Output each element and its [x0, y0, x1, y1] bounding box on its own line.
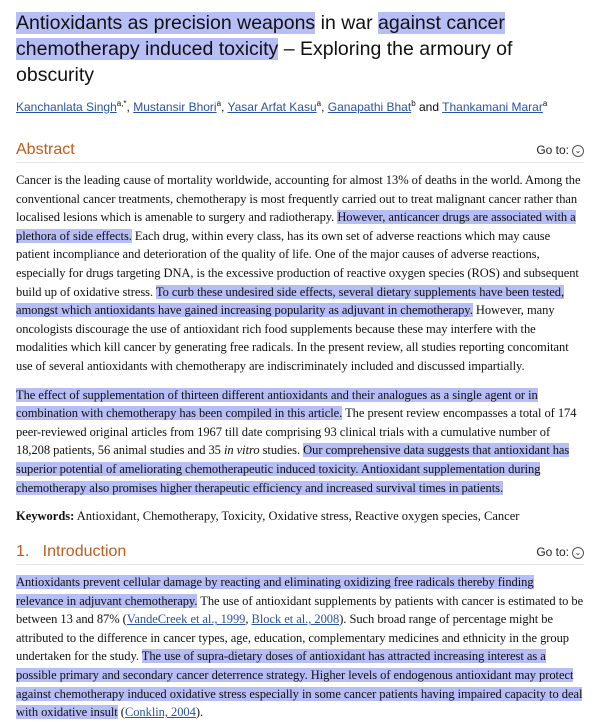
- highlighted-text: To curb these undesired side effects, several dietary supplements have been tested, amongst which antioxidants have gained increasing popularity as adjuvant in chemotherapy.: [16, 284, 565, 318]
- highlighted-text: Our comprehensive data suggests that antioxidant has superior potential of ameliorating chemotherapeutic induced toxicity. Antioxidant supplementation during chemotherapy also promises higher therapeutic efficiency and increased survival times in patients.: [16, 443, 570, 495]
- author-list: Kanchanlata Singh$^{a,*}$, Mustansir Bhori$^a$, Yasar Arfat Kasu$^a$, Ganapathi Bhat$^b$ and Thankamani Marar$^a$: [16, 99, 548, 114]
- abstract-paragraph: The effect of supplementation of thirteen different antioxidants and their analogues as a single agent or in combination with chemotherapy has been compiled in this article. The present review encompasses a total of 174 peer-reviewed original articles from 1967 till date comprising 93 clinical trials with a cumulative number of 18,208 patients, 56 animal studies and 35 in vitro studies. Our comprehensive data suggests that antioxidant has superior potential of ameliorating chemotherapeutic induced toxicity. Antioxidant supplementation during chemotherapy also promises higher therapeutic efficiency and increased survival times in patients.: [16, 387, 577, 495]
- introduction-header: [16, 543, 584, 565]
- author-link[interactable]: Yasar Arfat Kasu: [227, 100, 317, 114]
- author-link[interactable]: Thankamani Marar: [442, 100, 543, 114]
- abstract-paragraph: Cancer is the leading cause of mortality worldwide, accounting for almost 13% of deaths in the world. Among the conventional cancer treatments, chemotherapy is most frequently carried out to treat malignant cancer rather than localised lesions which is amenable to surgery and radiotherapy. However, anticancer drugs are associated with a plethora of side effects. Each drug, within every class, has its own set of adverse reactions which may cause patient incompliance and deterioration of the quality of life. One of the major causes of adverse reactions, especially for drugs targeting DNA, is the excessive production of reactive oxygen species (ROS) and subsequent build up of oxidative stress. To curb these undesired side effects, several dietary supplements have been tested, amongst which antioxidants have gained increasing popularity as adjuvant in chemotherapy. However, many oncologists discourage the use of antioxidant rich food supplements because these may interfere with the modalities which kill cancer by generating free radicals. In the present review, all studies reporting concomitant use of several antioxidants with chemotherapy are indiscriminately included and discussed impartially.: [16, 173, 581, 373]
- highlighted-text: The use of supra-dietary doses of antioxidant has attracted increasing interest as a possible primary and secondary cancer deterrence strategy. Higher levels of endogenous antioxidant may protect against chemotherapy induced oxidative stress especially in some cancer patients having impaired capacity to deal with oxidative insult: [16, 649, 583, 720]
- introduction-paragraph: Antioxidants prevent cellular damage by reacting and eliminating oxidizing free radicals thereby finding relevance in adjuvant chemotherapy. The use of antioxidant supplements by patients with cancer is estimated to be between 13 and 87% (VandeCreek et al., 1999, Block et al., 2008). Such broad range of percentage might be attributed to the difference in cancer types, age, education, complementary medicines and ethnicity in the group undertaken for the study. The use of supra-dietary doses of antioxidant has attracted increasing interest as a possible primary and secondary cancer deterrence strategy. Higher levels of endogenous antioxidant may protect against chemotherapy induced oxidative stress especially in some cancer patients having impaired capacity to deal with oxidative insult (Conklin, 2004).: [16, 575, 584, 720]
- article-title: Antioxidants as precision weapons in war against cancer chemotherapy induced toxicity – Exploring the armoury of obscurity: [16, 12, 513, 86]
- abstract-header: [16, 141, 584, 163]
- goto-button[interactable]: Go to: ⌄: [536, 545, 584, 559]
- title-highlight-1: Antioxidants as precision weapons: [16, 12, 316, 34]
- highlighted-text: However, anticancer drugs are associated with a plethora of side effects.: [16, 210, 576, 243]
- author-link[interactable]: Kanchanlata Singh: [16, 100, 117, 114]
- keywords: Keywords: Antioxidant, Chemotherapy, Toxicity, Oxidative stress, Reactive oxygen species, Cancer: [16, 509, 520, 524]
- author-link[interactable]: Mustansir Bhori: [133, 100, 217, 114]
- title-highlight-2: against cancer chemotherapy induced toxicity: [16, 12, 505, 60]
- highlighted-text: The effect of supplementation of thirteen different antioxidants and their analogues as a single agent or in combination with chemotherapy has been compiled in this article.: [16, 387, 538, 421]
- abstract-heading: Abstract: [16, 141, 75, 158]
- citation-link[interactable]: VandeCreek et al., 1999: [126, 612, 246, 627]
- chevron-down-icon: ⌄: [572, 547, 584, 559]
- author-link[interactable]: Ganapathi Bhat: [327, 100, 412, 114]
- chevron-down-icon: ⌄: [572, 145, 584, 157]
- citation-link[interactable]: Block et al., 2008: [251, 612, 340, 627]
- citation-link[interactable]: Conklin, 2004: [124, 705, 196, 720]
- goto-button[interactable]: Go to: ⌄: [536, 143, 584, 157]
- highlighted-text: Antioxidants prevent cellular damage by reacting and eliminating oxidizing free radicals thereby finding relevance in adjuvant chemotherapy.: [16, 575, 534, 608]
- introduction-heading: 1. Introduction: [16, 543, 127, 561]
